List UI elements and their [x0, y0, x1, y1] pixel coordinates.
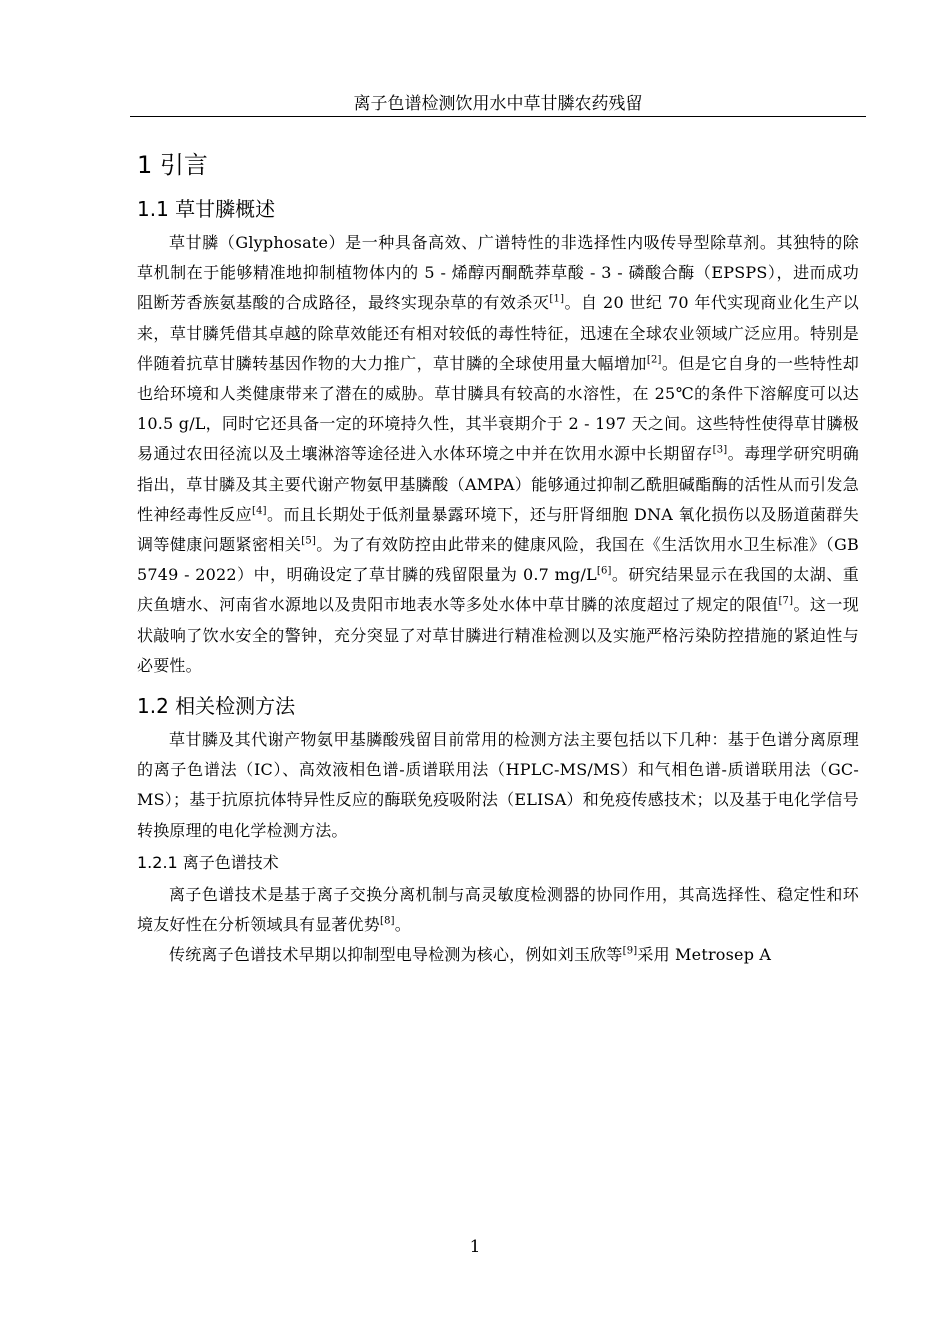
citation-ref: [8]: [380, 915, 395, 927]
section-heading-1-1: 1.1 草甘膦概述: [137, 197, 276, 221]
paragraph-ion-chromatography: 离子色谱技术是基于离子交换分离机制与高灵敏度检测器的协同作用，其高选择性、稳定性和环境友好性在分析领域具有显著优势[8]。: [137, 884, 859, 935]
page-number: 1: [469, 1237, 481, 1257]
paragraph-glyphosate-overview: 草甘膦（Glyphosate）是一种具备高效、广谱特性的非选择性内吸传导型除草剂。其独特的除草机制在于能够精准地抑制植物体内的 5 - 烯醇丙酮酰莽草酸 - 3 - 磷酸合酶（EPSPS），进而成功阻断芳香族氨基酸的合成路径，最终实现杂草的有效杀灭[1]。自 20 世纪 70 年代实现商业化生产以来，草甘膦凭借其卓越的除草效能还有相对较低的毒性特征，迅速在全球农业领域广泛应用。特别是伴随着抗草甘膦转基因作物的大力推广，草甘膦的全球使用量大幅增加[2]。但是它自身的一些特性却也给环境和人类健康带来了潜在的威胁。草甘膦具有较高的水溶性，在 25℃的条件下溶解度可以达 10.5 g/L，同时它还具备一定的环境持久性，其半衰期介于 2 - 197 天之间。这些特性使得草甘膦极易通过农田径流以及土壤淋溶等途径进入水体环境之中并在饮用水源中长期留存[3]。毒理学研究明确指出，草甘膦及其主要代谢产物氨甲基膦酸（AMPA）能够通过抑制乙酰胆碱酯酶的活性从而引发急性神经毒性反应[4]。而且长期处于低剂量暴露环境下，还与肝肾细胞 DNA 氧化损伤以及肠道菌群失调等健康问题紧密相关[5]。为了有效防控由此带来的健康风险，我国在《生活饮用水卫生标准》（GB 5749 - 2022）中，明确设定了草甘膦的残留限量为 0.7 mg/L[6]。研究结果显示在我国的太湖、重庆鱼塘水、河南省水源地以及贵阳市地表水等多处水体中草甘膦的浓度超过了规定的限值[7]。这一现状敲响了饮水安全的警钟，充分突显了对草甘膦进行精准检测以及实施严格污染防控措施的紧迫性与必要性。: [137, 233, 860, 675]
header-rule: [130, 116, 866, 117]
citation-ref: [5]: [301, 535, 317, 547]
citation-ref: [4]: [252, 505, 267, 517]
page-content: [137, 140, 859, 970]
paragraph-traditional-ic: 传统离子色谱技术早期以抑制型电导检测为核心，例如刘玉欣等[9]采用 Metrosep A: [169, 945, 772, 965]
citation-ref: [7]: [778, 596, 794, 608]
citation-ref: [9]: [622, 945, 638, 957]
citation-ref: [6]: [596, 565, 612, 577]
running-header: 离子色谱检测饮用水中草甘膦农药残留: [353, 94, 643, 114]
citation-ref: [3]: [712, 445, 728, 457]
citation-ref: [2]: [646, 354, 662, 366]
section-heading-1-2-1: 1.2.1 离子色谱技术: [137, 852, 279, 872]
citation-ref: [1]: [549, 294, 565, 306]
paragraph-detection-methods: 草甘膦及其代谢产物氨甲基膦酸残留目前常用的检测方法主要包括以下几种：基于色谱分离原理的离子色谱法（IC）、高效液相色谱-质谱联用法（HPLC-MS/MS）和气相色谱-质谱联用法（GC-MS）；基于抗原抗体特异性反应的酶联免疫吸附法（ELISA）和免疫传感技术；以及基于电化学信号转换原理的电化学检测方法。: [137, 730, 859, 840]
section-heading-1-2: 1.2 相关检测方法: [137, 694, 296, 719]
section-heading-1: 1 引言: [137, 151, 208, 179]
